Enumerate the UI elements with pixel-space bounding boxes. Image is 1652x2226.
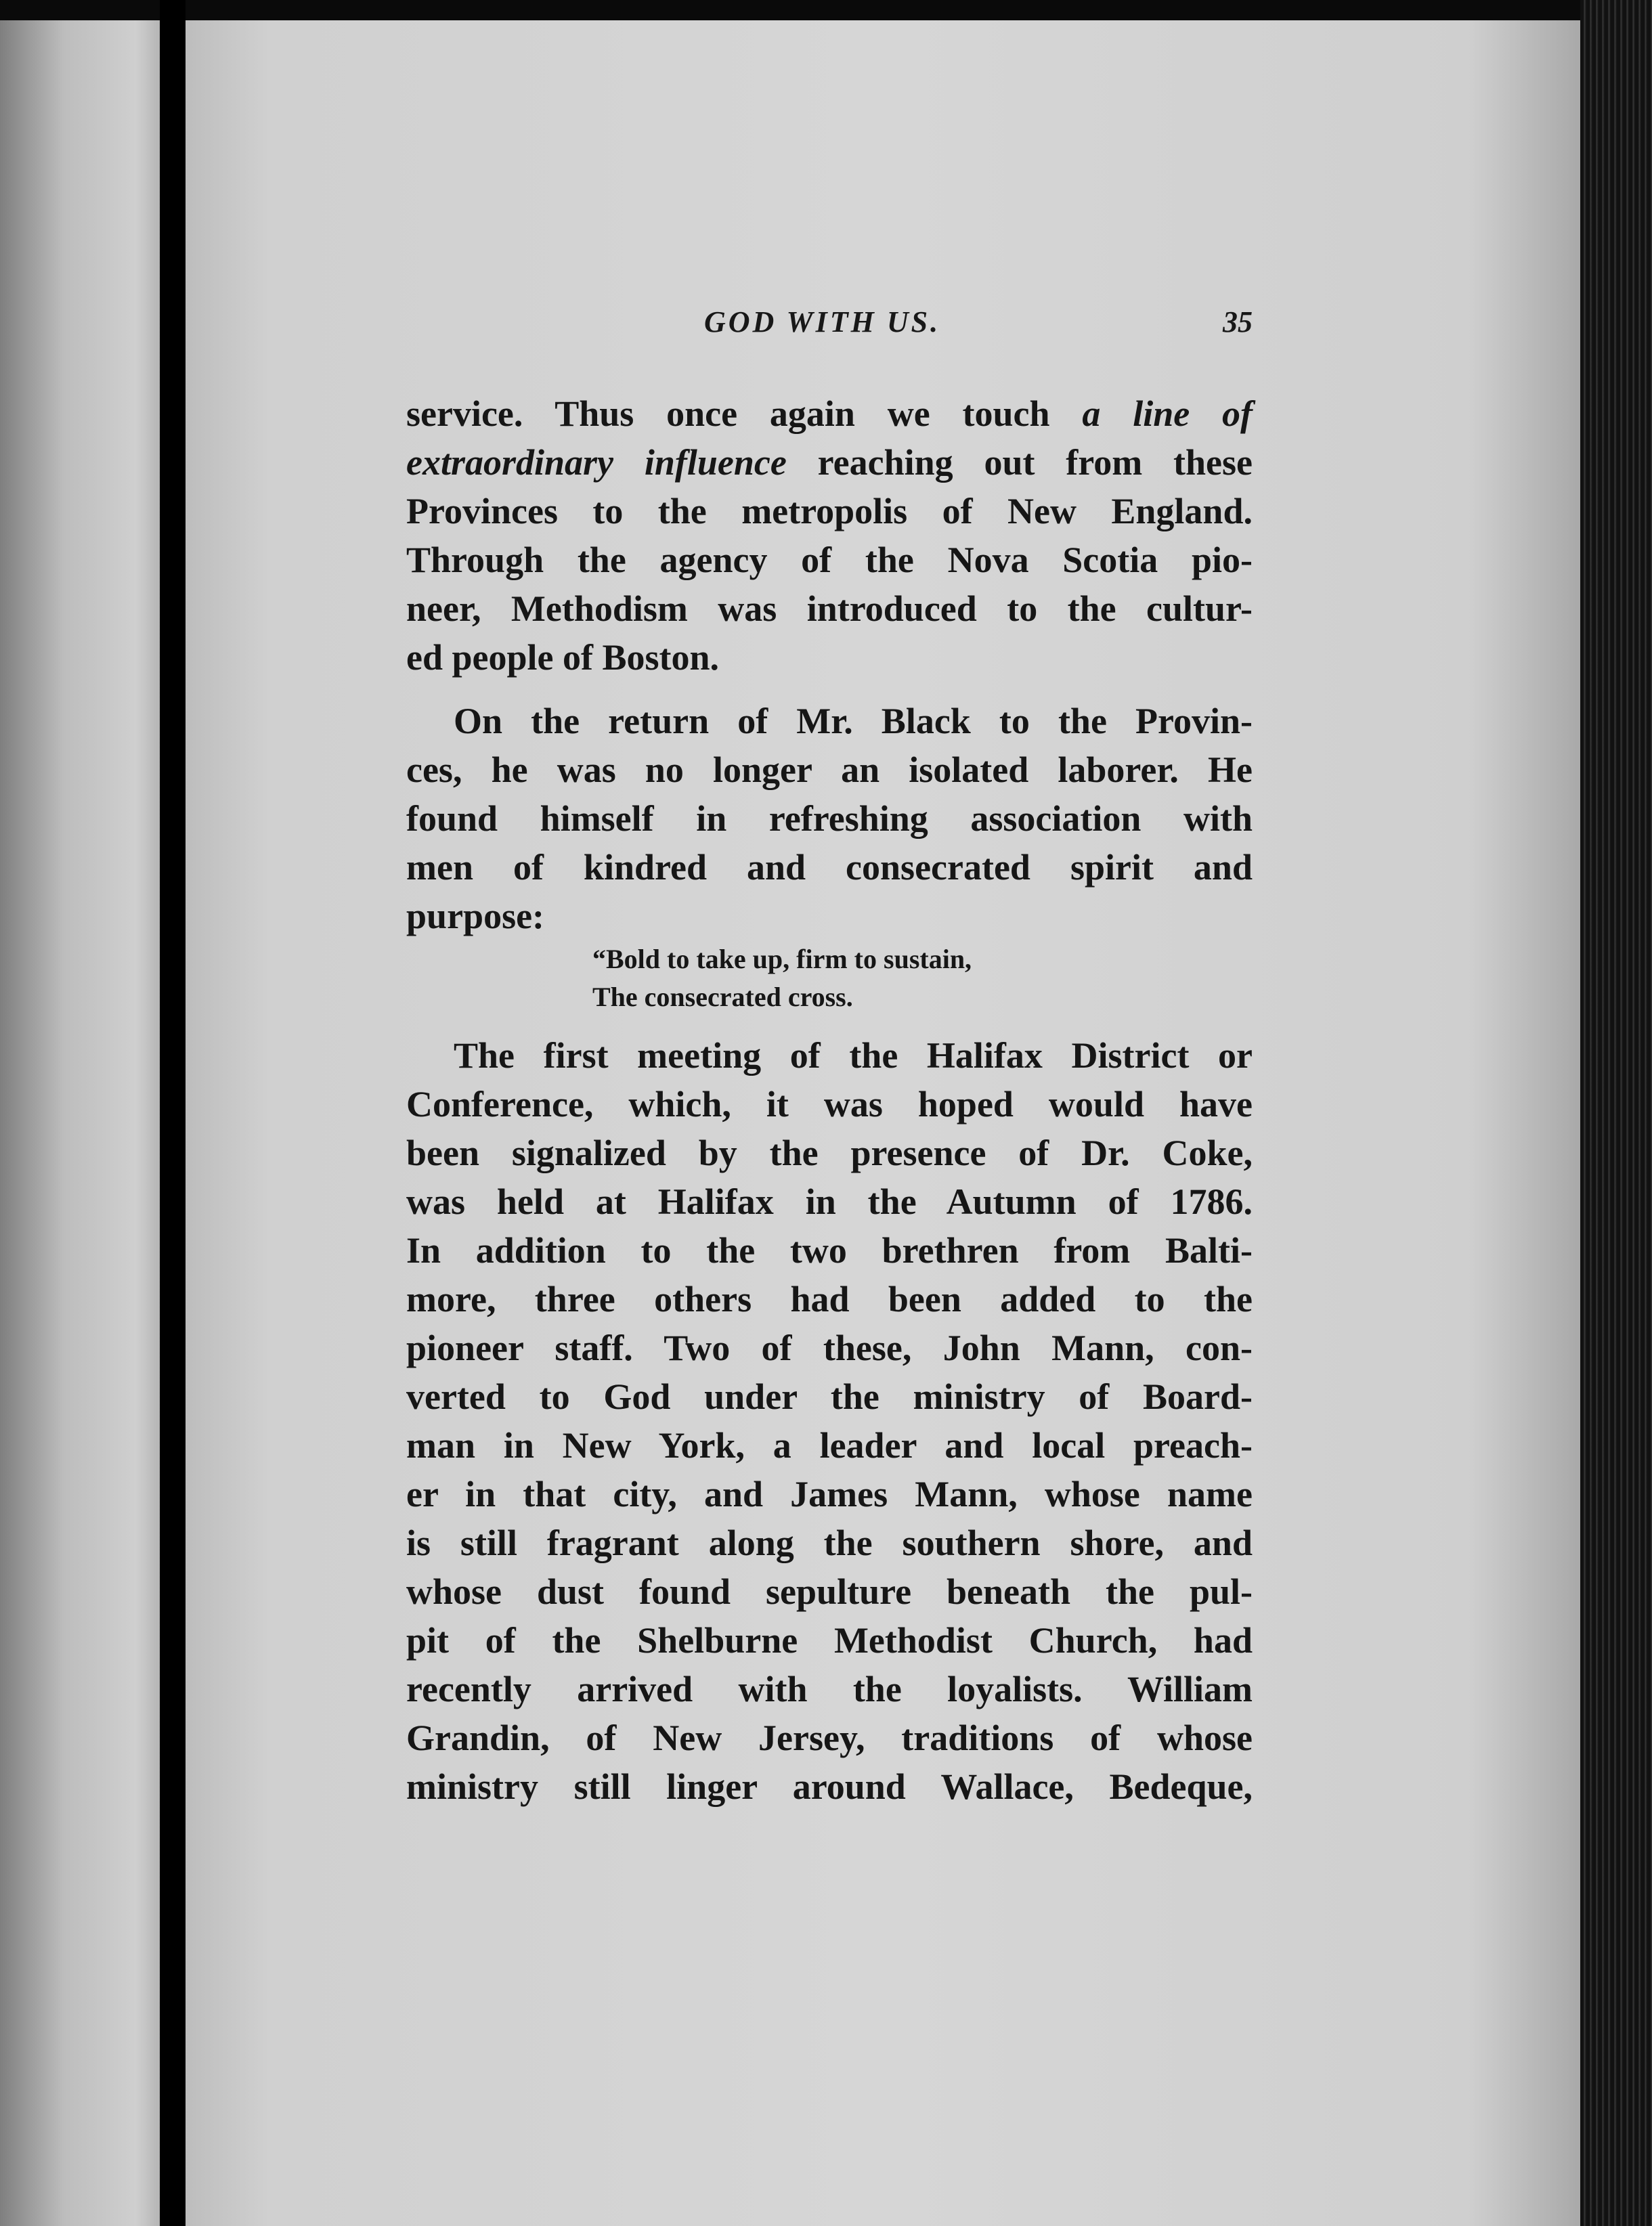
text-line: men of kindred and consecrated spirit and [406, 847, 1253, 888]
text-line: In addition to the two brethren from Balti- [406, 1230, 1253, 1271]
text-line: extraordinary influence reaching out from these [406, 442, 1253, 483]
text-line: man in New York, a leader and local preach- [406, 1425, 1253, 1466]
text-line: Provinces to the metropolis of New England. [406, 491, 1253, 531]
text-line: purpose: [406, 896, 545, 936]
page-stack-edges [1580, 0, 1652, 2226]
text-line: recently arrived with the loyalists. William [406, 1669, 1253, 1709]
text-line: neer, Methodism was introduced to the cultur- [406, 588, 1253, 629]
running-head [406, 305, 1253, 345]
book-gutter [160, 0, 186, 2226]
text-line: On the return of Mr. Black to the Provin- [454, 701, 1253, 741]
text-line: ces, he was no longer an isolated laborer. He [406, 749, 1253, 790]
text-line: more, three others had been added to the [406, 1279, 1253, 1319]
text-line: Through the agency of the Nova Scotia pio- [406, 540, 1253, 580]
text-line: verted to God under the ministry of Board- [406, 1376, 1253, 1417]
text-line: found himself in refreshing association with [406, 798, 1253, 839]
text-line: ed people of Boston. [406, 637, 720, 678]
text-line: is still fragrant along the southern shore, and [406, 1523, 1253, 1563]
text-line: pit of the Shelburne Methodist Church, had [406, 1620, 1253, 1661]
page-number: 35 [1223, 305, 1253, 339]
text-line: Grandin, of New Jersey, traditions of whose [406, 1718, 1253, 1758]
running-head-title: GOD WITH US. [704, 305, 941, 339]
text-line: ministry still linger around Wallace, Bedeque, [406, 1766, 1253, 1807]
text-line: The first meeting of the Halifax District or [454, 1035, 1253, 1076]
text-line: pioneer staff. Two of these, John Mann, con- [406, 1328, 1253, 1368]
text-line: Conference, which, it was hoped would have [406, 1084, 1253, 1125]
text-line: been signalized by the presence of Dr. Coke, [406, 1133, 1253, 1173]
text-line: was held at Halifax in the Autumn of 1786. [406, 1181, 1253, 1222]
text-line: whose dust found sepulture beneath the pul- [406, 1571, 1253, 1612]
quote-line: The consecrated cross. [592, 982, 853, 1012]
facing-page-edge [0, 20, 160, 2226]
body-text [406, 389, 1253, 1811]
text-line: er in that city, and James Mann, whose name [406, 1474, 1253, 1514]
text-line: service. Thus once again we touch a line of [406, 393, 1253, 434]
quote-line: “Bold to take up, firm to sustain, [592, 944, 972, 974]
